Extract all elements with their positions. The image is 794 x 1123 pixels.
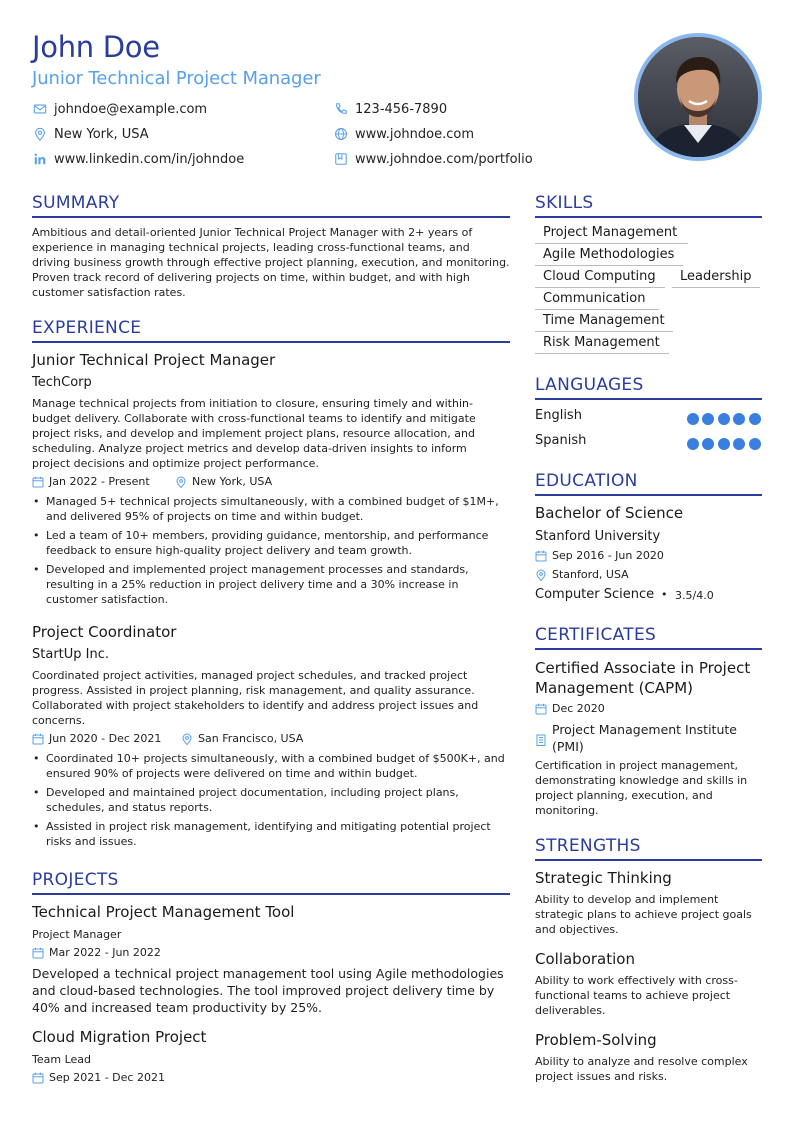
project-dates bbox=[32, 946, 161, 959]
calendar-icon bbox=[32, 733, 44, 745]
contact-email-text: johndoe@example.com bbox=[54, 101, 208, 117]
proficiency-dot bbox=[733, 438, 745, 450]
gpa-separator: • bbox=[661, 588, 668, 601]
education-field: Computer Science bbox=[535, 587, 655, 602]
avatar bbox=[634, 33, 762, 161]
contact-linkedin[interactable] bbox=[32, 151, 244, 167]
proficiency-dot bbox=[687, 413, 699, 425]
proficiency-dot bbox=[733, 413, 745, 425]
calendar-icon bbox=[535, 703, 547, 715]
proficiency-dot bbox=[702, 438, 714, 450]
skill-tag: Cloud Computing bbox=[535, 269, 665, 288]
certificate-date bbox=[535, 702, 605, 715]
contact-location-text: New York, USA bbox=[54, 126, 149, 142]
proficiency-dot bbox=[702, 413, 714, 425]
certificate-date-text: Dec 2020 bbox=[552, 702, 605, 715]
job-company: TechCorp bbox=[32, 375, 92, 390]
email-icon bbox=[32, 101, 48, 117]
portfolio-icon bbox=[333, 151, 349, 167]
strength-title: Strategic Thinking bbox=[535, 869, 672, 887]
skill-tag: Communication bbox=[535, 291, 659, 310]
location-pin-icon bbox=[32, 126, 48, 142]
contact-email[interactable] bbox=[32, 101, 207, 117]
skills-divider bbox=[535, 216, 762, 218]
projects-heading: PROJECTS bbox=[32, 870, 119, 890]
job-location bbox=[181, 732, 303, 745]
certificate-title: Certified Associate in Project Management (CAPM) bbox=[535, 659, 751, 697]
job-description: Coordinated project activities, managed project schedules, and tracked project progress. Assisted in project planning, risk management, and quality assurance. Collaborated with project stakeholders to identify and address project issues and concerns. bbox=[32, 669, 479, 727]
achievement-item: • Assisted in project risk management, identifying and mitigating potential project risks and issues. bbox=[32, 819, 506, 849]
job-achievements bbox=[32, 751, 506, 853]
job-title: Junior Technical Project Manager bbox=[32, 351, 276, 369]
contact-phone[interactable] bbox=[333, 101, 447, 117]
calendar-icon bbox=[32, 947, 44, 959]
education-divider bbox=[535, 494, 762, 496]
languages-divider bbox=[535, 398, 762, 400]
proficiency-dot bbox=[749, 438, 761, 450]
language-level bbox=[683, 413, 761, 425]
project-dates bbox=[32, 1071, 165, 1084]
project-dates-text: Mar 2022 - Jun 2022 bbox=[49, 946, 161, 959]
project-dates-text: Sep 2021 - Dec 2021 bbox=[49, 1071, 165, 1084]
education-location-text: Stanford, USA bbox=[552, 568, 629, 581]
strength-title: Problem-Solving bbox=[535, 1031, 657, 1049]
education-dates-text: Sep 2016 - Jun 2020 bbox=[552, 549, 664, 562]
strength-description: Ability to work effectively with cross-functional teams to achieve project deliverables. bbox=[535, 974, 738, 1017]
achievement-item: • Developed and maintained project documentation, including project plans, schedules, and status reports. bbox=[32, 785, 506, 815]
job-location-text: New York, USA bbox=[192, 475, 273, 488]
experience-heading: EXPERIENCE bbox=[32, 318, 142, 338]
summary-text: Ambitious and detail-oriented Junior Technical Project Manager with 2+ years of experience in managing technical projects, leading cross-functional teams, and driving business growth through effective project planning, execution, and monitoring. Proven track record of delivering projects on time, within budget, and with high customer satisfaction rates. bbox=[32, 226, 510, 299]
institution-icon bbox=[535, 731, 547, 743]
strength-title: Collaboration bbox=[535, 950, 635, 968]
achievement-item: • Managed 5+ technical projects simultaneously, with a combined budget of $1M+, and delivered 95% of projects on time and within budget. bbox=[32, 494, 506, 524]
certificates-divider bbox=[535, 648, 762, 650]
education-location bbox=[535, 568, 629, 581]
calendar-icon bbox=[32, 476, 44, 488]
project-role: Project Manager bbox=[32, 928, 122, 941]
education-dates bbox=[535, 549, 664, 562]
project-title: Cloud Migration Project bbox=[32, 1028, 207, 1046]
skill-tag: Risk Management bbox=[535, 335, 669, 354]
job-dates bbox=[32, 475, 150, 488]
job-description: Manage technical projects from initiation to closure, ensuring timely and within-budget delivery. Collaborate with cross-functional teams to identify and mitigate project risks, and develop and implement project plans, resource allocation, and scheduling. Analyze project metrics and develop data-driven insights to inform project decisions and optimize project performance. bbox=[32, 397, 476, 470]
contact-website-text: www.johndoe.com bbox=[355, 126, 474, 142]
language-level bbox=[683, 438, 761, 450]
education-gpa: 3.5/4.0 bbox=[675, 589, 714, 602]
location-pin-icon bbox=[181, 733, 193, 745]
project-title: Technical Project Management Tool bbox=[32, 903, 295, 921]
job-title: Project Coordinator bbox=[32, 623, 177, 641]
skill-tag: Project Management bbox=[535, 225, 688, 244]
achievement-item: • Led a team of 10+ members, providing guidance, mentorship, and performance feedback to ensure high-quality project delivery and team growth. bbox=[32, 528, 506, 558]
achievement-item: • Developed and implemented project management processes and standards, resulting in a 25% reduction in project delivery time and a 30% increase in customer satisfaction. bbox=[32, 562, 506, 607]
proficiency-dot bbox=[718, 413, 730, 425]
linkedin-icon bbox=[32, 151, 48, 167]
skill-tag: Agile Methodologies bbox=[535, 247, 683, 266]
skill-tag: Time Management bbox=[535, 313, 673, 332]
summary-divider bbox=[32, 216, 510, 218]
job-location-text: San Francisco, USA bbox=[198, 732, 304, 745]
candidate-title: Junior Technical Project Manager bbox=[32, 68, 321, 89]
proficiency-dot bbox=[718, 438, 730, 450]
proficiency-dot bbox=[687, 438, 699, 450]
project-role: Team Lead bbox=[32, 1053, 91, 1066]
skills-heading: SKILLS bbox=[535, 193, 594, 213]
contact-linkedin-text: www.linkedin.com/in/johndoe bbox=[54, 151, 245, 167]
summary-heading: SUMMARY bbox=[32, 193, 120, 213]
job-dates-text: Jan 2022 - Present bbox=[49, 475, 150, 488]
job-achievements bbox=[32, 494, 506, 611]
contact-portfolio-text: www.johndoe.com/portfolio bbox=[355, 151, 533, 167]
job-dates-text: Jun 2020 - Dec 2021 bbox=[49, 732, 162, 745]
strength-description: Ability to analyze and resolve complex project issues and risks. bbox=[535, 1055, 748, 1083]
contact-website[interactable] bbox=[333, 126, 474, 142]
location-pin-icon bbox=[175, 476, 187, 488]
certificates-heading: CERTIFICATES bbox=[535, 625, 657, 645]
experience-divider bbox=[32, 341, 510, 343]
skill-tag: Leadership bbox=[672, 269, 760, 288]
contact-phone-text: 123-456-7890 bbox=[355, 101, 448, 117]
job-dates bbox=[32, 732, 161, 745]
strengths-heading: STRENGTHS bbox=[535, 836, 641, 856]
job-company: StartUp Inc. bbox=[32, 647, 110, 662]
contact-portfolio[interactable] bbox=[333, 151, 533, 167]
contact-location bbox=[32, 126, 149, 142]
proficiency-dot bbox=[749, 413, 761, 425]
calendar-icon bbox=[32, 1072, 44, 1084]
strengths-divider bbox=[535, 859, 762, 861]
education-heading: EDUCATION bbox=[535, 471, 638, 491]
language-name: English bbox=[535, 408, 582, 423]
candidate-name: John Doe bbox=[32, 30, 160, 64]
language-name: Spanish bbox=[535, 433, 587, 448]
certificate-issuer: Project Management Institute (PMI) bbox=[552, 722, 737, 754]
project-description: Developed a technical project management tool using Agile methodologies and cloud-based technologies. The tool improved project delivery time by 40% and increased team productivity by 25%. bbox=[32, 966, 504, 1015]
projects-divider bbox=[32, 893, 510, 895]
profile-photo bbox=[638, 37, 758, 157]
certificate-description: Certification in project management, demonstrating knowledge and skills in project planning, execution, and monitoring. bbox=[535, 759, 748, 817]
calendar-icon bbox=[535, 550, 547, 562]
job-location bbox=[175, 475, 272, 488]
globe-icon bbox=[333, 126, 349, 142]
location-pin-icon bbox=[535, 569, 547, 581]
achievement-item: • Coordinated 10+ projects simultaneously, with a combined budget of $500K+, and ensured 90% of projects were delivered on time and within budget. bbox=[32, 751, 506, 781]
languages-heading: LANGUAGES bbox=[535, 375, 644, 395]
education-degree: Bachelor of Science bbox=[535, 504, 684, 522]
education-school: Stanford University bbox=[535, 529, 661, 544]
strength-description: Ability to develop and implement strategic plans to achieve project goals and objectives. bbox=[535, 893, 752, 936]
phone-icon bbox=[333, 101, 349, 117]
